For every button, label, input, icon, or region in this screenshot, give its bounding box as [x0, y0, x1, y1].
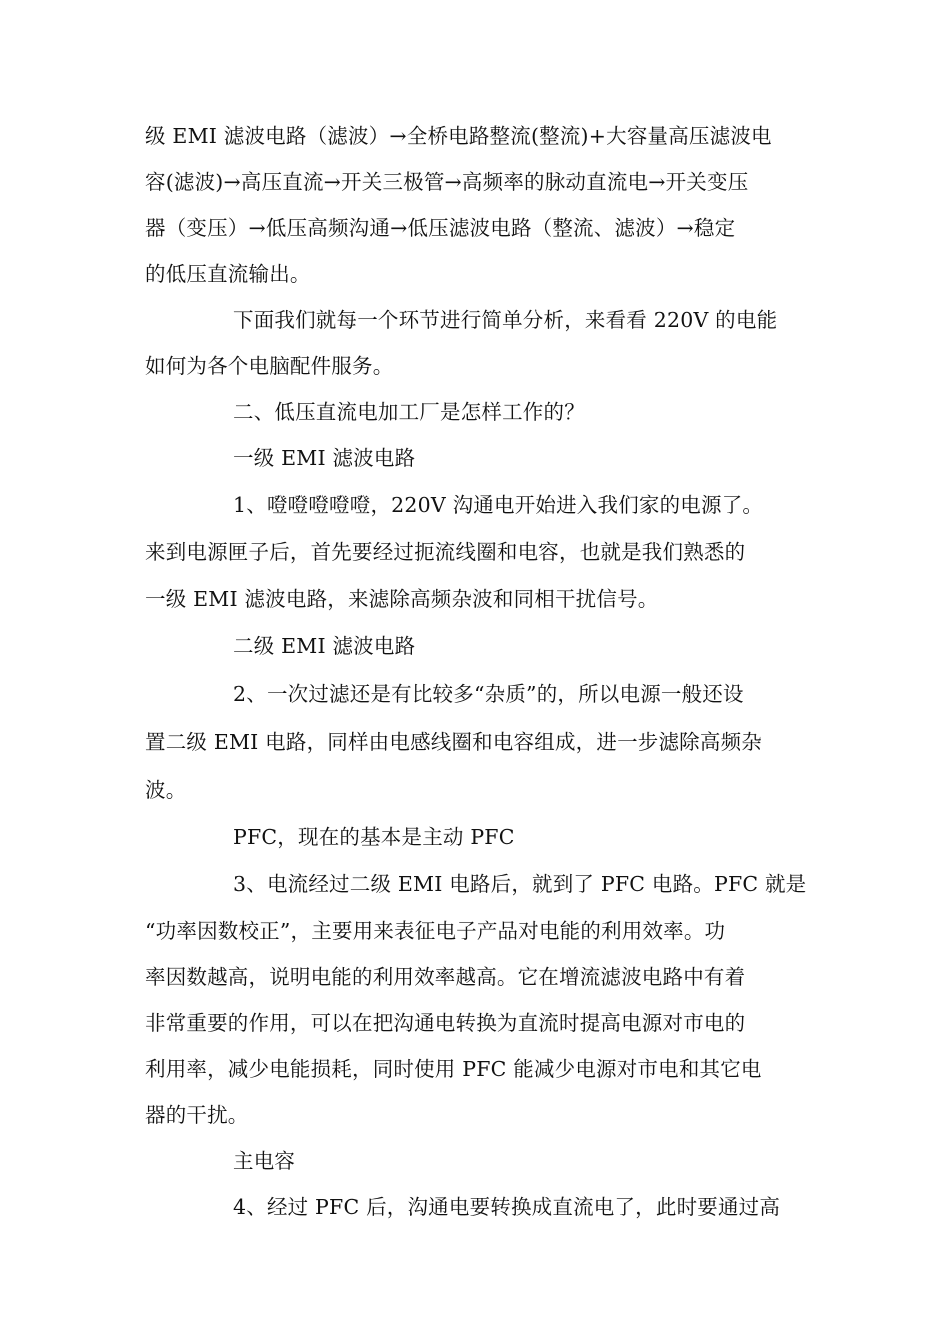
paragraph-line: 器的干扰。	[145, 1103, 249, 1127]
paragraph-line: 1、噔噔噔噔噔，220V 沟通电开始进入我们家的电源了。	[233, 493, 764, 517]
paragraph-line: 级 EMI 滤波电路（滤波）→全桥电路整流(整流)+大容量高压滤波电	[145, 124, 772, 148]
subsection-heading: 主电容	[233, 1149, 296, 1173]
paragraph-line: “功率因数校正”，主要用来表征电子产品对电能的利用效率。功	[145, 919, 726, 943]
paragraph-line: 置二级 EMI 电路，同样由电感线圈和电容组成，进一步滤除高频杂	[145, 730, 762, 754]
paragraph-line: 下面我们就每一个环节进行简单分析，来看看 220V 的电能	[233, 308, 778, 332]
paragraph-line: 如何为各个电脑配件服务。	[145, 354, 394, 378]
paragraph-line: 波。	[145, 778, 187, 802]
paragraph-line: 一级 EMI 滤波电路，来滤除高频杂波和同相干扰信号。	[145, 587, 659, 611]
subsection-heading: PFC，现在的基本是主动 PFC	[233, 825, 515, 849]
paragraph-line: 3、电流经过二级 EMI 电路后，就到了 PFC 电路。PFC 就是	[233, 872, 807, 896]
paragraph-line: 器（变压）→低压高频沟通→低压滤波电路（整流、滤波）→稳定	[145, 216, 736, 240]
paragraph-line: 非常重要的作用，可以在把沟通电转换为直流时提高电源对市电的	[145, 1011, 746, 1035]
paragraph-line: 容(滤波)→高压直流→开关三极管→高频率的脉动直流电→开关变压	[145, 170, 749, 194]
paragraph-line: 的低压直流输出。	[145, 262, 311, 286]
section-heading: 二、低压直流电加工厂是怎样工作的？	[233, 400, 585, 424]
paragraph-line: 率因数越高，说明电能的利用效率越高。它在增流滤波电路中有着	[145, 965, 746, 989]
paragraph-line: 2、一次过滤还是有比较多“杂质”的，所以电源一般还设	[233, 682, 744, 706]
subsection-heading: 二级 EMI 滤波电路	[233, 634, 416, 658]
paragraph-line: 利用率，减少电能损耗，同时使用 PFC 能减少电源对市电和其它电	[145, 1057, 762, 1081]
subsection-heading: 一级 EMI 滤波电路	[233, 446, 416, 470]
paragraph-line: 来到电源匣子后，首先要经过扼流线圈和电容，也就是我们熟悉的	[145, 540, 746, 564]
paragraph-line: 4、经过 PFC 后，沟通电要转换成直流电了，此时要通过高	[233, 1195, 781, 1219]
